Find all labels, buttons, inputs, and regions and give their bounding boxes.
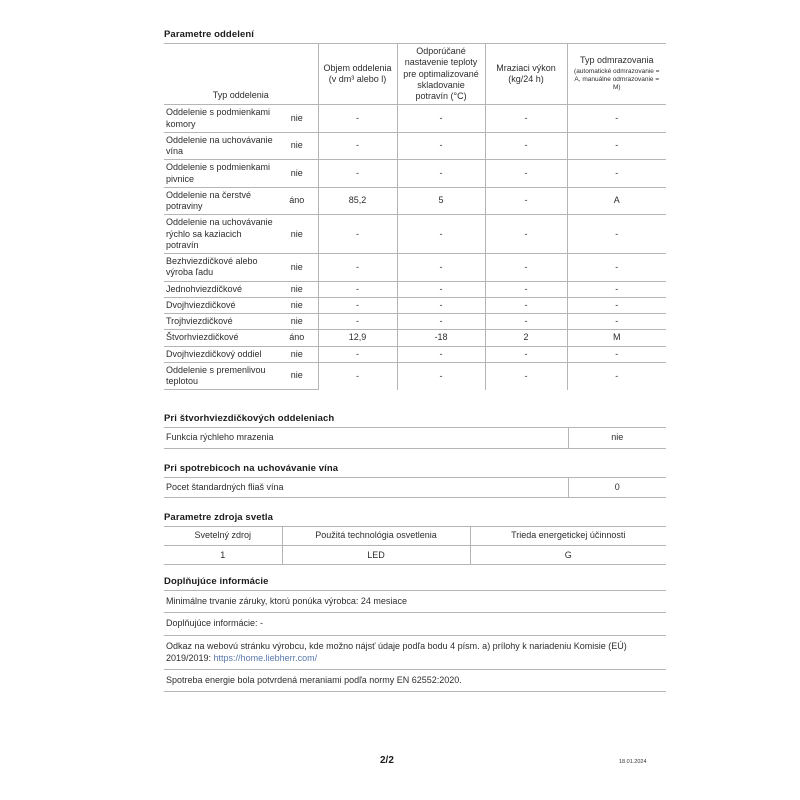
row-defrost: - [567,160,666,188]
lighting-technology-value: LED [282,546,470,565]
additional-info-row [164,613,666,635]
row-freezing: - [485,187,567,215]
energy-measurement-row [164,670,666,692]
light-source-table [164,527,666,566]
row-label: Oddelenie s podmienkami pivnice [164,160,276,188]
row-present: nie [276,215,318,254]
row-temperature: - [397,297,485,313]
row-freezing: - [485,281,567,297]
row-freezing: - [485,132,567,160]
lighting-technology-header: Použitá technológia osvetlenia [282,527,470,546]
column-header-type: Typ oddelenia [164,44,318,105]
column-header-freezing-capacity: Mraziaci výkon (kg/24 h) [485,44,567,105]
row-freezing: - [485,346,567,362]
row-freezing: - [485,105,567,133]
row-label: Jednohviezdičkové [164,281,276,297]
row-present: nie [276,254,318,282]
wine-storage-section [164,463,666,498]
row-volume: 12,9 [318,330,397,346]
row-volume: - [318,254,397,282]
four-star-table [164,428,666,448]
fast-freeze-value: nie [568,428,666,448]
defrost-type-label: Typ odmrazovania [579,55,654,66]
row-defrost: - [567,281,666,297]
compartment-row [164,314,666,330]
four-star-section [164,413,666,448]
row-label: Oddelenie s premenlivou teplotou [164,362,276,390]
energy-measurement-text: Spotreba energie bola potvrdená meraniami podľa normy EN 62552:2020. [166,674,462,685]
row-volume: - [318,362,397,390]
row-present: nie [276,297,318,313]
table-header-row [164,44,666,105]
row-label: Oddelenie s podmienkami komory [164,105,276,133]
wine-storage-table [164,478,666,498]
section-title-light: Parametre zdroja svetla [164,512,666,527]
column-header-volume: Objem oddelenia (v dm³ alebo l) [318,44,397,105]
row-defrost: - [567,297,666,313]
row-defrost: - [567,215,666,254]
row-temperature: - [397,314,485,330]
additional-info-text: Doplňujúce informácie: - [166,618,264,629]
row-freezing: 2 [485,330,567,346]
row-volume: 85,2 [318,187,397,215]
row-temperature: - [397,254,485,282]
row-temperature: - [397,105,485,133]
light-source-value: 1 [164,546,282,565]
compartment-row [164,254,666,282]
row-label: Bezhviezdičkové alebo výroba ľadu [164,254,276,282]
row-volume: - [318,160,397,188]
row-temperature: - [397,346,485,362]
row-label: Dvojhviezdičkový oddiel [164,346,276,362]
row-defrost: A [567,187,666,215]
website-info-row [164,636,666,670]
compartment-parameters-table [164,44,666,390]
row-freezing: - [485,297,567,313]
wine-bottles-label: Pocet štandardných fliaš vína [164,478,568,498]
additional-info-section [164,576,666,692]
page-number: 2/2 [380,755,394,766]
fast-freeze-label: Funkcia rýchleho mrazenia [164,428,568,448]
row-label: Štvorhviezdičkové [164,330,276,346]
table-row [164,478,666,498]
compartment-row [164,132,666,160]
row-volume: - [318,297,397,313]
row-label: Dvojhviezdičkové [164,297,276,313]
row-volume: - [318,105,397,133]
row-volume: - [318,215,397,254]
compartment-row [164,281,666,297]
row-volume: - [318,132,397,160]
row-label: Oddelenie na uchovávanie rýchlo sa kaziacich potravín [164,215,276,254]
defrost-type-note: (automatické odmrazovanie = A, manuálne odmrazovanie = M) [574,67,660,92]
row-temperature: - [397,362,485,390]
warranty-text: Minimálne trvanie záruky, ktorú ponúka výrobca: 24 mesiace [166,596,407,607]
row-volume: - [318,281,397,297]
section-title-compartments: Parametre oddelení [164,29,666,44]
compartment-row [164,297,666,313]
row-present: nie [276,132,318,160]
row-temperature: - [397,281,485,297]
wine-bottles-value: 0 [568,478,666,498]
warranty-info-row [164,591,666,613]
compartment-row [164,346,666,362]
row-defrost: - [567,254,666,282]
row-present: áno [276,187,318,215]
row-defrost: - [567,314,666,330]
row-freezing: - [485,254,567,282]
compartment-row [164,187,666,215]
row-present: nie [276,314,318,330]
print-date: 18.01.2024 [619,759,647,765]
row-present: nie [276,105,318,133]
row-temperature: - [397,132,485,160]
row-label: Trojhviezdičkové [164,314,276,330]
section-title-additional-info: Doplňujúce informácie [164,576,666,591]
compartment-row [164,160,666,188]
row-label: Oddelenie na čerstvé potraviny [164,187,276,215]
section-title-wine: Pri spotrebicoch na uchovávanie vína [164,463,666,478]
section-title-four-star: Pri štvorhviezdičkových oddeleniach [164,413,666,428]
compartment-row [164,330,666,346]
row-freezing: - [485,314,567,330]
table-row [164,428,666,448]
row-present: nie [276,160,318,188]
energy-class-header: Trieda energetickej účinnosti [470,527,666,546]
column-header-defrost-type [567,44,666,105]
light-source-section [164,512,666,566]
manufacturer-website-link[interactable]: https://home.liebherr.com/ [213,652,318,663]
row-volume: - [318,314,397,330]
compartment-parameters-section [164,29,666,390]
row-temperature: 5 [397,187,485,215]
compartment-row [164,362,666,390]
compartment-row [164,215,666,254]
row-present: nie [276,362,318,390]
light-source-header: Svetelný zdroj [164,527,282,546]
row-present: áno [276,330,318,346]
row-present: nie [276,281,318,297]
row-defrost: - [567,105,666,133]
row-label: Oddelenie na uchovávanie vína [164,132,276,160]
row-volume: - [318,346,397,362]
table-header-row [164,527,666,546]
row-freezing: - [485,160,567,188]
row-temperature: - [397,215,485,254]
row-present: nie [276,346,318,362]
row-temperature: -18 [397,330,485,346]
row-defrost: M [567,330,666,346]
row-temperature: - [397,160,485,188]
row-defrost: - [567,362,666,390]
website-text: Odkaz na webovú stránku výrobcu, kde možno nájsť údaje podľa bodu 4 písm. a) prílohy k nariadeniu Komisie (EÚ) 2019/2019: [166,640,627,663]
column-header-temperature: Odporúčané nastavenie teploty pre optimalizované skladovanie potravín (°C) [397,44,485,105]
table-row [164,546,666,565]
row-freezing: - [485,215,567,254]
energy-class-value: G [470,546,666,565]
row-defrost: - [567,346,666,362]
row-freezing: - [485,362,567,390]
compartment-row [164,105,666,133]
row-defrost: - [567,132,666,160]
